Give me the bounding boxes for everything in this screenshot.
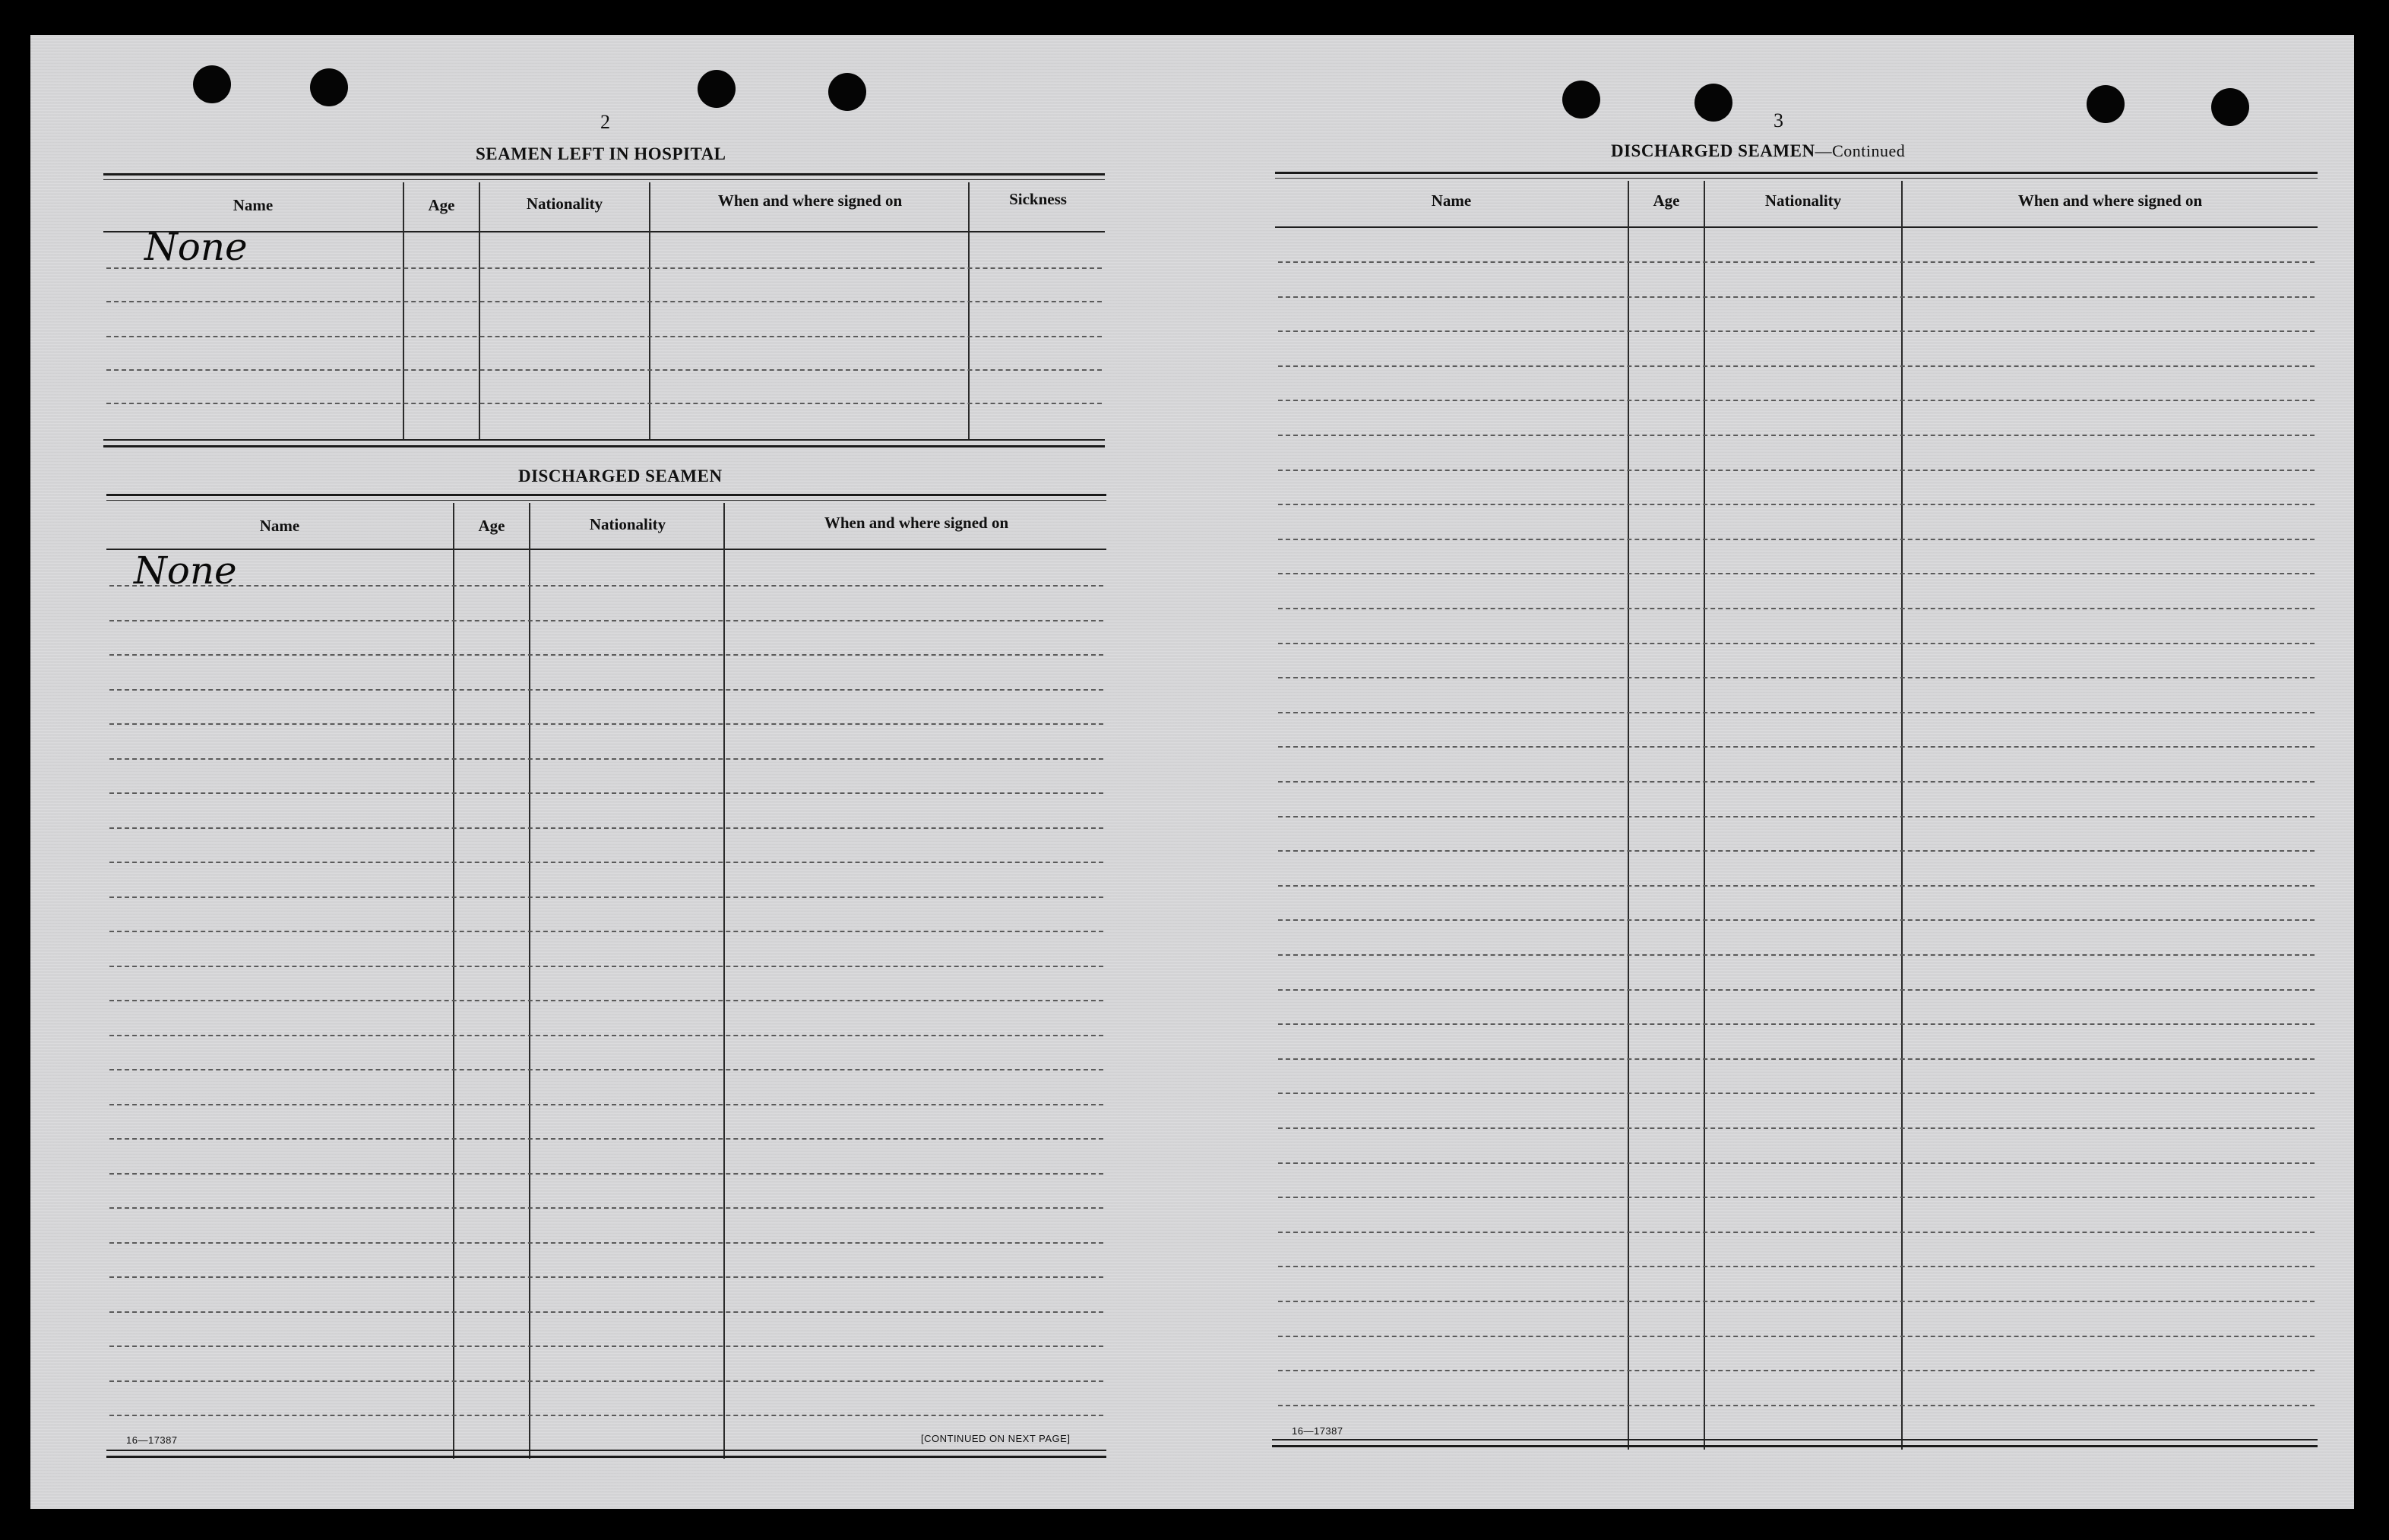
punch-hole bbox=[698, 70, 736, 108]
form-number-left: 16—17387 bbox=[126, 1434, 178, 1446]
hospital-row bbox=[106, 403, 1102, 404]
table-row-rule bbox=[109, 620, 1103, 621]
right-col-signed-on: When and where signed on bbox=[2017, 191, 2203, 210]
table-row-rule bbox=[1278, 1058, 2315, 1060]
form-number-right: 16—17387 bbox=[1292, 1425, 1343, 1437]
table-row-rule bbox=[1278, 1301, 2315, 1302]
table-row-rule bbox=[109, 1138, 1103, 1140]
table-row-rule bbox=[1278, 608, 2315, 609]
table-row-rule bbox=[1278, 261, 2315, 263]
table-row-rule bbox=[1278, 330, 2315, 332]
table-row-rule bbox=[1278, 1405, 2315, 1406]
discharged-col-signed-on: When and where signed on bbox=[824, 514, 1009, 532]
hospital-table-top-rule bbox=[103, 173, 1105, 176]
hospital-section-title: SEAMEN LEFT IN HOSPITAL bbox=[476, 144, 726, 163]
punch-hole bbox=[193, 65, 231, 103]
discharged-section-title: DISCHARGED SEAMEN bbox=[518, 466, 723, 485]
table-row-rule bbox=[109, 792, 1103, 794]
table-row-rule bbox=[1278, 919, 2315, 921]
table-row-rule bbox=[1278, 746, 2315, 748]
punch-hole bbox=[2211, 88, 2249, 126]
table-row-rule bbox=[1278, 954, 2315, 956]
table-row-rule bbox=[109, 1069, 1103, 1070]
punch-hole bbox=[828, 73, 866, 111]
punch-hole bbox=[2087, 85, 2125, 123]
table-row-rule bbox=[109, 1276, 1103, 1278]
discharged-col-age: Age bbox=[478, 517, 505, 535]
table-row-rule bbox=[109, 1311, 1103, 1313]
table-row-rule bbox=[1278, 470, 2315, 471]
table-row-rule bbox=[1278, 816, 2315, 817]
table-row-rule bbox=[109, 1346, 1103, 1347]
discharged-col-name: Name bbox=[259, 517, 300, 535]
table-row-rule bbox=[1278, 1197, 2315, 1198]
hospital-col-signed-on: When and where signed on bbox=[717, 191, 903, 210]
right-header-rule bbox=[1275, 226, 2318, 228]
hospital-row bbox=[106, 336, 1102, 337]
table-row-rule bbox=[1278, 400, 2315, 401]
table-row-rule bbox=[109, 585, 1103, 587]
right-col-nationality: Nationality bbox=[1764, 191, 1842, 210]
punch-hole bbox=[310, 68, 348, 106]
table-row-rule bbox=[1278, 435, 2315, 436]
right-section-title-main: DISCHARGED SEAMEN bbox=[1611, 141, 1815, 160]
table-row-rule bbox=[1278, 539, 2315, 540]
table-row-rule bbox=[109, 896, 1103, 898]
table-row-rule bbox=[1278, 677, 2315, 678]
table-row-rule bbox=[1278, 1093, 2315, 1094]
table-row-rule bbox=[109, 1035, 1103, 1036]
hospital-handwritten-entry: None bbox=[144, 225, 248, 269]
table-row-rule bbox=[1278, 504, 2315, 505]
discharged-table-bottom-rule bbox=[106, 1456, 1106, 1458]
table-row-rule bbox=[109, 758, 1103, 760]
table-row-rule bbox=[109, 862, 1103, 863]
hospital-col-name: Name bbox=[233, 196, 274, 214]
hospital-header-rule bbox=[103, 231, 1105, 232]
hospital-col-sickness: Sickness bbox=[1009, 190, 1067, 208]
table-row-rule bbox=[109, 1415, 1103, 1416]
table-row-rule bbox=[1278, 989, 2315, 991]
table-row-rule bbox=[109, 723, 1103, 725]
page-number-left: 2 bbox=[600, 111, 610, 133]
table-row-rule bbox=[1278, 1336, 2315, 1337]
hospital-col-age: Age bbox=[428, 196, 455, 214]
continued-note: [CONTINUED ON NEXT PAGE] bbox=[921, 1433, 1071, 1444]
discharged-header-rule bbox=[106, 549, 1106, 550]
table-row-rule bbox=[1278, 1232, 2315, 1233]
table-row-rule bbox=[109, 1207, 1103, 1209]
right-table-top-rule bbox=[1275, 172, 2318, 174]
table-row-rule bbox=[109, 966, 1103, 967]
right-table-bottom-rule bbox=[1272, 1445, 2318, 1447]
table-row-rule bbox=[109, 1000, 1103, 1001]
table-row-rule bbox=[1278, 573, 2315, 574]
hospital-col-nationality: Nationality bbox=[526, 194, 603, 213]
table-row-rule bbox=[1278, 781, 2315, 783]
table-row-rule bbox=[1278, 712, 2315, 713]
table-row-rule bbox=[109, 1242, 1103, 1244]
hospital-table-bottom-rule bbox=[103, 445, 1105, 447]
table-row-rule bbox=[1278, 1266, 2315, 1267]
table-row-rule bbox=[1278, 365, 2315, 367]
right-col-age: Age bbox=[1653, 191, 1680, 210]
table-row-rule bbox=[1278, 1127, 2315, 1129]
table-row-rule bbox=[1278, 1162, 2315, 1164]
right-col-name: Name bbox=[1431, 191, 1472, 210]
table-row-rule bbox=[1278, 1370, 2315, 1371]
punch-hole bbox=[1562, 81, 1600, 119]
hospital-row bbox=[106, 301, 1102, 302]
punch-hole bbox=[1694, 84, 1732, 122]
table-row-rule bbox=[1278, 850, 2315, 852]
table-row-rule bbox=[1278, 643, 2315, 644]
table-row-rule bbox=[1278, 1023, 2315, 1025]
discharged-col-nationality: Nationality bbox=[589, 515, 666, 533]
table-row-rule bbox=[109, 1380, 1103, 1382]
hospital-row bbox=[106, 369, 1102, 371]
right-section-title bbox=[1611, 141, 1905, 161]
discharged-table-top-rule bbox=[106, 494, 1106, 496]
table-row-rule bbox=[109, 689, 1103, 691]
table-row-rule bbox=[109, 931, 1103, 932]
hospital-row bbox=[106, 267, 1102, 269]
table-row-rule bbox=[109, 827, 1103, 829]
table-row-rule bbox=[109, 1173, 1103, 1175]
page-number-right: 3 bbox=[1774, 109, 1783, 131]
table-row-rule bbox=[109, 654, 1103, 656]
right-section-title-suffix: —Continued bbox=[1815, 141, 1906, 160]
discharged-handwritten-entry: None bbox=[134, 549, 237, 593]
table-row-rule bbox=[1278, 885, 2315, 887]
document-paper bbox=[30, 35, 2354, 1509]
table-row-rule bbox=[109, 1104, 1103, 1105]
table-row-rule bbox=[1278, 296, 2315, 298]
